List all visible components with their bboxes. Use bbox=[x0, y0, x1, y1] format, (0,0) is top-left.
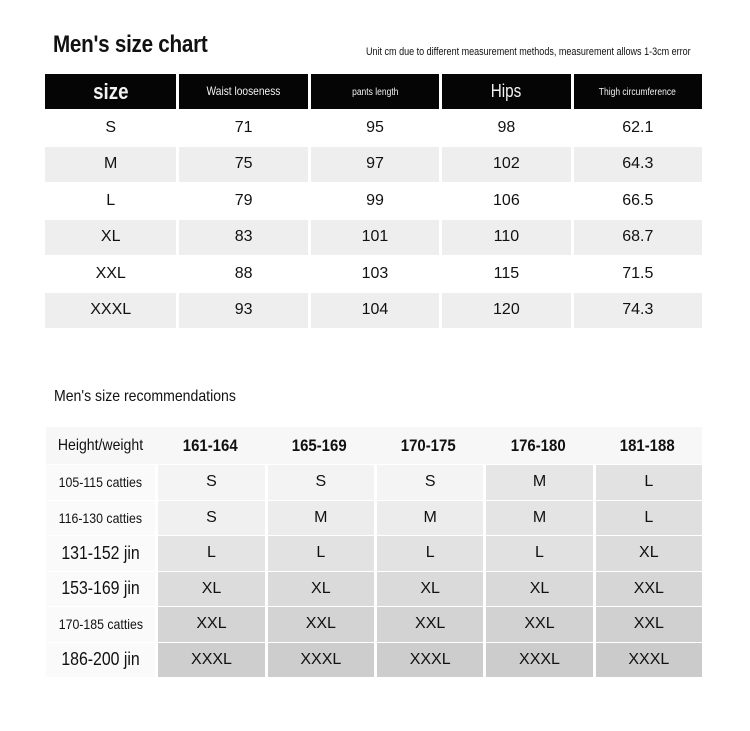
measurement-cell: 88 bbox=[176, 255, 307, 292]
size-chart-table bbox=[45, 74, 702, 328]
measurement-cell: 99 bbox=[308, 182, 439, 219]
recommendation-row bbox=[46, 464, 702, 500]
header-height: 165-169 bbox=[265, 427, 374, 464]
measurement-note: Unit cm due to different measurement methods, measurement allows 1-3cm error bbox=[366, 46, 691, 58]
measurement-cell: 75 bbox=[176, 146, 307, 183]
recommended-size-cell: XXXL bbox=[483, 642, 592, 678]
measurement-cell: 64.3 bbox=[571, 146, 702, 183]
measurement-cell: 71.5 bbox=[571, 255, 702, 292]
recommendation-header-row bbox=[46, 427, 702, 464]
recommended-size-cell: L bbox=[374, 535, 483, 571]
header-waist: Waist looseness bbox=[176, 74, 307, 109]
recommended-size-cell: XL bbox=[374, 571, 483, 607]
weight-label: 131-152 jin bbox=[46, 535, 155, 571]
size-chart-header-row bbox=[45, 74, 702, 109]
measurement-cell: 115 bbox=[439, 255, 570, 292]
recommendation-row bbox=[46, 500, 702, 536]
weight-label: 153-169 jin bbox=[46, 571, 155, 607]
measurement-cell: 97 bbox=[308, 146, 439, 183]
recommended-size-cell: XXL bbox=[593, 571, 702, 607]
size-recommendation-table bbox=[46, 427, 702, 677]
recommended-size-cell: XXL bbox=[374, 606, 483, 642]
recommended-size-cell: M bbox=[265, 500, 374, 536]
measurement-cell: 93 bbox=[176, 292, 307, 329]
weight-label: 186-200 jin bbox=[46, 642, 155, 678]
recommended-size-cell: XXL bbox=[155, 606, 264, 642]
measurement-cell: 79 bbox=[176, 182, 307, 219]
recommended-size-cell: XXXL bbox=[155, 642, 264, 678]
header-height-weight: Height/weight bbox=[46, 427, 155, 464]
measurement-cell: 68.7 bbox=[571, 219, 702, 256]
recommended-size-cell: XL bbox=[155, 571, 264, 607]
measurement-cell: 98 bbox=[439, 109, 570, 146]
recommended-size-cell: M bbox=[483, 500, 592, 536]
recommendations-title: Men's size recommendations bbox=[54, 388, 236, 405]
header-size: size bbox=[45, 74, 176, 109]
recommended-size-cell: L bbox=[593, 464, 702, 500]
measurement-cell: 95 bbox=[308, 109, 439, 146]
recommendation-row bbox=[46, 606, 702, 642]
recommended-size-cell: XXXL bbox=[374, 642, 483, 678]
header-pants-length: pants length bbox=[308, 74, 439, 109]
recommendation-row bbox=[46, 642, 702, 678]
size-row bbox=[45, 182, 702, 219]
size-row bbox=[45, 109, 702, 146]
size-row bbox=[45, 219, 702, 256]
measurement-cell: 103 bbox=[308, 255, 439, 292]
measurement-cell: 106 bbox=[439, 182, 570, 219]
measurement-cell: 101 bbox=[308, 219, 439, 256]
recommended-size-cell: XXL bbox=[593, 606, 702, 642]
header-height: 161-164 bbox=[155, 427, 264, 464]
size-chart-title: Men's size chart bbox=[53, 31, 208, 58]
measurement-cell: 62.1 bbox=[571, 109, 702, 146]
size-label: XL bbox=[45, 219, 176, 256]
measurement-cell: 120 bbox=[439, 292, 570, 329]
recommended-size-cell: S bbox=[374, 464, 483, 500]
size-label: S bbox=[45, 109, 176, 146]
size-label: L bbox=[45, 182, 176, 219]
recommended-size-cell: XL bbox=[265, 571, 374, 607]
measurement-cell: 110 bbox=[439, 219, 570, 256]
measurement-cell: 71 bbox=[176, 109, 307, 146]
recommended-size-cell: XL bbox=[483, 571, 592, 607]
recommended-size-cell: XXXL bbox=[593, 642, 702, 678]
weight-label: 105-115 catties bbox=[46, 464, 155, 500]
measurement-cell: 66.5 bbox=[571, 182, 702, 219]
recommended-size-cell: M bbox=[374, 500, 483, 536]
recommendation-row bbox=[46, 571, 702, 607]
header-thigh: Thigh circumference bbox=[571, 74, 702, 109]
measurement-cell: 104 bbox=[308, 292, 439, 329]
recommended-size-cell: L bbox=[593, 500, 702, 536]
recommended-size-cell: XL bbox=[593, 535, 702, 571]
recommended-size-cell: XXL bbox=[483, 606, 592, 642]
size-row bbox=[45, 146, 702, 183]
size-row bbox=[45, 292, 702, 329]
weight-label: 170-185 catties bbox=[46, 606, 155, 642]
recommended-size-cell: L bbox=[265, 535, 374, 571]
measurement-cell: 74.3 bbox=[571, 292, 702, 329]
recommended-size-cell: XXXL bbox=[265, 642, 374, 678]
size-label: XXXL bbox=[45, 292, 176, 329]
recommended-size-cell: S bbox=[155, 500, 264, 536]
recommended-size-cell: M bbox=[483, 464, 592, 500]
measurement-cell: 102 bbox=[439, 146, 570, 183]
size-label: XXL bbox=[45, 255, 176, 292]
recommended-size-cell: L bbox=[483, 535, 592, 571]
size-label: M bbox=[45, 146, 176, 183]
header-height: 181-188 bbox=[593, 427, 702, 464]
size-row bbox=[45, 255, 702, 292]
recommendation-row bbox=[46, 535, 702, 571]
recommended-size-cell: S bbox=[155, 464, 264, 500]
header-height: 170-175 bbox=[374, 427, 483, 464]
measurement-cell: 83 bbox=[176, 219, 307, 256]
weight-label: 116-130 catties bbox=[46, 500, 155, 536]
recommended-size-cell: XXL bbox=[265, 606, 374, 642]
header-height: 176-180 bbox=[483, 427, 592, 464]
header-hips: Hips bbox=[439, 74, 570, 109]
recommended-size-cell: S bbox=[265, 464, 374, 500]
recommended-size-cell: L bbox=[155, 535, 264, 571]
